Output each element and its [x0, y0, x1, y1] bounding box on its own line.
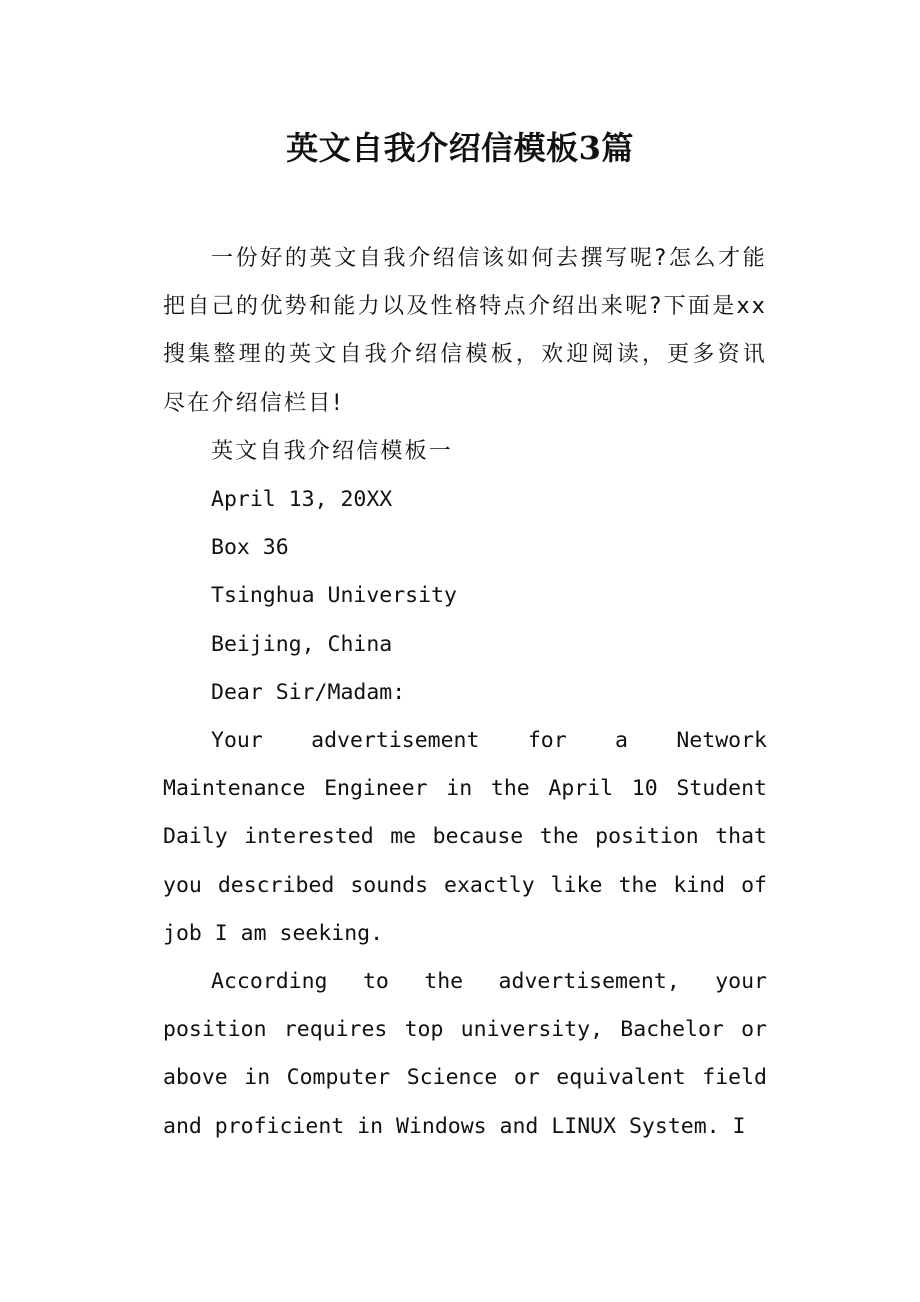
intro-paragraph: 一份好的英文自我介绍信该如何去撰写呢?怎么才能把自己的优势和能力以及性格特点介绍出来呢?下面是xx搜集整理的英文自我介绍信模板，欢迎阅读，更多资讯尽在介绍信栏目!: [163, 246, 767, 416]
salutation: Dear Sir/Madam:: [211, 679, 406, 705]
letter-paragraph-1: Your advertisement for a Network Maintenance Engineer in the April 10 Student Daily interested me because the position that you described sounds exactly like the kind of job I am seeking.: [163, 728, 767, 946]
document-body: [163, 235, 767, 1151]
document-title: 英文自我介绍信模板3篇: [286, 129, 634, 167]
section-heading: 英文自我介绍信模板一: [211, 438, 454, 464]
letter-paragraph-2: According to the advertisement, your position requires top university, Bachelor or above in Computer Science or equivalent field and proficient in Windows and LINUX System. I: [163, 969, 767, 1139]
letter-date: April 13, 20XX: [211, 487, 393, 513]
address-line-1: Box 36: [211, 535, 289, 561]
address-line-2: Tsinghua University: [211, 583, 457, 609]
address-line-3: Beijing, China: [211, 631, 393, 657]
